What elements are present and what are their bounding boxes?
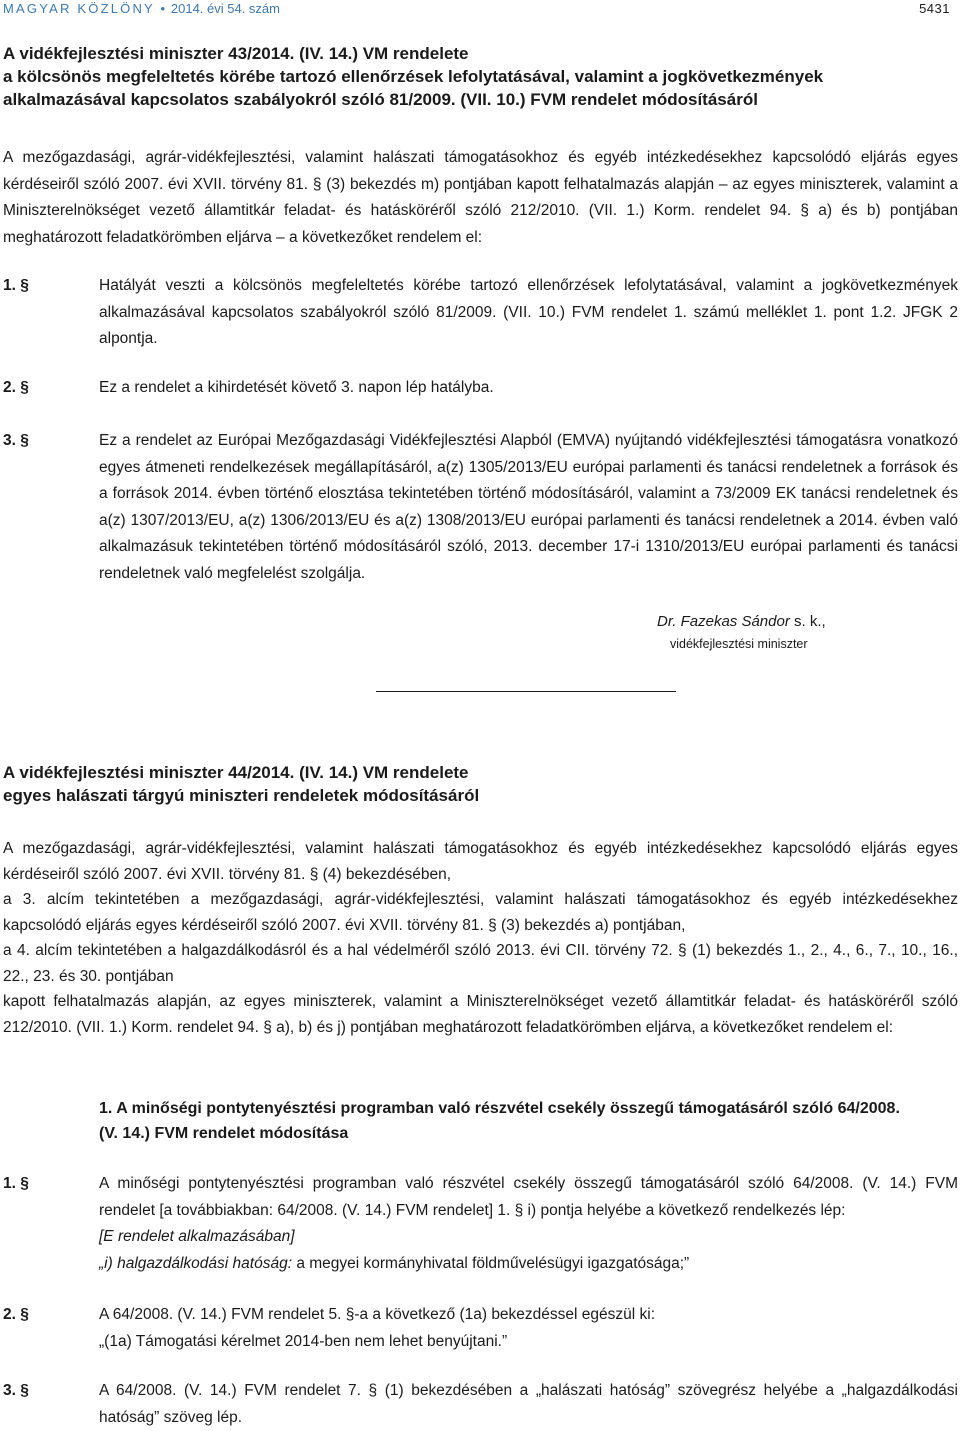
- section-body: [99, 1302, 958, 1355]
- header-left: [3, 1, 280, 16]
- section-bracket: [E rendelet alkalmazásában]: [99, 1228, 295, 1245]
- decree1-title-line: alkalmazásával kapcsolatos szabályokról szóló 81/2009. (VII. 10.) FVM rendelet módosításáról: [3, 90, 758, 109]
- preamble-line: a 3. alcím tekintetében a mezőgazdasági, agrár-vidékfejlesztési, valamint halászati támogatásokhoz és egyéb intézkedésekhez kapcsolódó eljárás egyes kérdéseiről szóló 2007. évi XVII. törvény 81. § (3) bekezdés a) pontjában,: [3, 891, 958, 934]
- preamble-line: A mezőgazdasági, agrár-vidékfejlesztési, valamint halászati támogatásokhoz és egyéb intézkedésekhez kapcsolódó eljárás egyes kérdéseiről szóló 2007. évi XVII. törvény 81. § (4) bekezdésében,: [3, 840, 958, 883]
- section-number: 1. §: [3, 1175, 29, 1192]
- quote-term: „i) halgazdálkodási hatóság:: [99, 1254, 293, 1272]
- header-bullet: •: [160, 1, 166, 16]
- section-number: 2. §: [3, 1306, 29, 1323]
- signatory-role: vidékfejlesztési miniszter: [670, 637, 808, 651]
- page-number: 5431: [919, 1, 950, 16]
- signature-suffix: s. k.,: [789, 613, 826, 630]
- section-quote: [99, 1251, 958, 1278]
- section-number: 2. §: [3, 379, 29, 396]
- decree2-preamble: [3, 836, 958, 1040]
- signatory-name: Dr. Fazekas Sándor s. k.,: [657, 613, 826, 630]
- section-text: A minőségi pontytenyésztési programban való részvétel csekély összegű támogatásáról szóló 64/2008. (V. 14.) FVM rendelet [a továbbiakban: 64/2008. (V. 14.) FVM rendelet] 1. § i) pontja helyébe a következő rendelkezés lép:: [99, 1175, 958, 1219]
- preamble-line: kapott felhatalmazás alapján, az egyes miniszterek, valamint a Miniszterelnökséget vezető államtitkár feladat- és hatásköréről szóló 212/2010. (VII. 1.) Korm. rendelet 94. § a), b) és j) pontjában meghatározott feladatkörömben eljárva, a következőket rendelem el:: [3, 993, 958, 1036]
- decree2-section-2: [3, 1302, 958, 1355]
- issue-number: 2014. évi 54. szám: [170, 1, 280, 16]
- decree1-title-line: A vidékfejlesztési miniszter 43/2014. (IV. 14.) VM rendelete: [3, 44, 469, 63]
- decree2-title-line: A vidékfejlesztési miniszter 44/2014. (IV. 14.) VM rendelete: [3, 763, 469, 782]
- decree1-section-1: [3, 273, 958, 353]
- section-number: 3. §: [3, 1382, 29, 1399]
- section-text: A 64/2008. (V. 14.) FVM rendelet 5. §-a a következő (1a) bekezdéssel egészül ki:: [99, 1306, 656, 1323]
- page-header: [0, 0, 960, 18]
- section-number: 3. §: [3, 432, 29, 449]
- quote-rest: a megyei kormányhivatal földművelésügyi igazgatósága;”: [292, 1254, 690, 1272]
- separator-rule: [376, 691, 676, 692]
- preamble-line: a 4. alcím tekintetében a halgazdálkodásról és a hal védelméről szóló 2013. évi CII. törvény 72. § (1) bekezdés 1., 2., 4., 6., 7., 10., 16., 22., 23. és 30. pontjában: [3, 942, 958, 985]
- decree1-title-line: a kölcsönös megfeleltetés körébe tartozó ellenőrzések lefolytatásával, valamint a jogkövetkezmények: [3, 67, 824, 86]
- journal-name: MAGYAR KÖZLÖNY: [3, 1, 155, 16]
- section-text: Hatályát veszti a kölcsönös megfeleltetés körébe tartozó ellenőrzések lefolytatásával, valamint a jogkövetkezmények alkalmazásával kapcsolatos szabályokról szóló 81/2009. (VII. 10.) FVM rendelet 1. számú melléklet 1. pont 1.2. JFGK 2 alpontja.: [99, 277, 958, 347]
- decree1-section-3: [3, 428, 958, 587]
- decree2-section-1: [3, 1171, 958, 1277]
- section-text: Ez a rendelet az Európai Mezőgazdasági Vidékfejlesztési Alapból (EMVA) nyújtandó vidékfejlesztési támogatásra vonatkozó egyes átmeneti rendelkezések megállapításáról, a(z) 1305/2013/EU európai parlamenti és tanácsi rendeletnek a források és a források 2014. évben történő elosztása tekintetében történő módosításáról, valamint a 73/2009 EK tanácsi rendeletnek és a(z) 1307/2013/EU, a(z) 1306/2013/EU és a(z) 1308/2013/EU európai parlamenti és tanácsi rendeletnek a 2014. évben való alkalmazásuk tekintetében történő módosításáról szóló, 2013. december 17-i 1310/2013/EU európai parlamenti és tanácsi rendeletnek való megfelelést szolgálja.: [99, 432, 958, 582]
- section-text: Ez a rendelet a kihirdetését követő 3. napon lép hatályba.: [99, 379, 494, 396]
- section-body: [99, 1171, 958, 1277]
- section-text: A 64/2008. (V. 14.) FVM rendelet 7. § (1) bekezdésében a „halászati hatóság” szövegrész helyébe a „halgazdálkodási hatóság” szöveg lép.: [99, 1382, 958, 1426]
- decree1-title: [3, 42, 953, 111]
- decree2-title-line: egyes halászati tárgyú miniszteri rendeletek módosításáról: [3, 786, 480, 805]
- decree1-preamble: A mezőgazdasági, agrár-vidékfejlesztési, valamint halászati támogatásokhoz és egyéb intézkedésekhez kapcsolódó eljárás egyes kérdéseiről szóló 2007. évi XVII. törvény 81. § (3) bekezdés m) pontjában kapott felhatalmazás alapján – az egyes miniszterek, valamint a Miniszterelnökséget vezető államtitkár feladat- és hatásköréről szóló 212/2010. (VII. 1.) Korm. rendelet 94. § a) és b) pontjában meghatározott feladatkörömben eljárva – a következőket rendelem el:: [3, 149, 958, 246]
- decree2-title: [3, 761, 953, 807]
- decree2-subtitle: 1. A minőségi pontytenyésztési programban való részvétel csekély összegű támogatásáról szóló 64/2008. (V. 14.) FVM rendelet módosítása: [99, 1100, 900, 1142]
- decree1-section-2: [3, 375, 958, 402]
- decree2-section-3: [3, 1378, 958, 1431]
- section-quote: „(1a) Támogatási kérelmet 2014-ben nem lehet benyújtani.”: [99, 1332, 508, 1350]
- section-number: 1. §: [3, 277, 29, 294]
